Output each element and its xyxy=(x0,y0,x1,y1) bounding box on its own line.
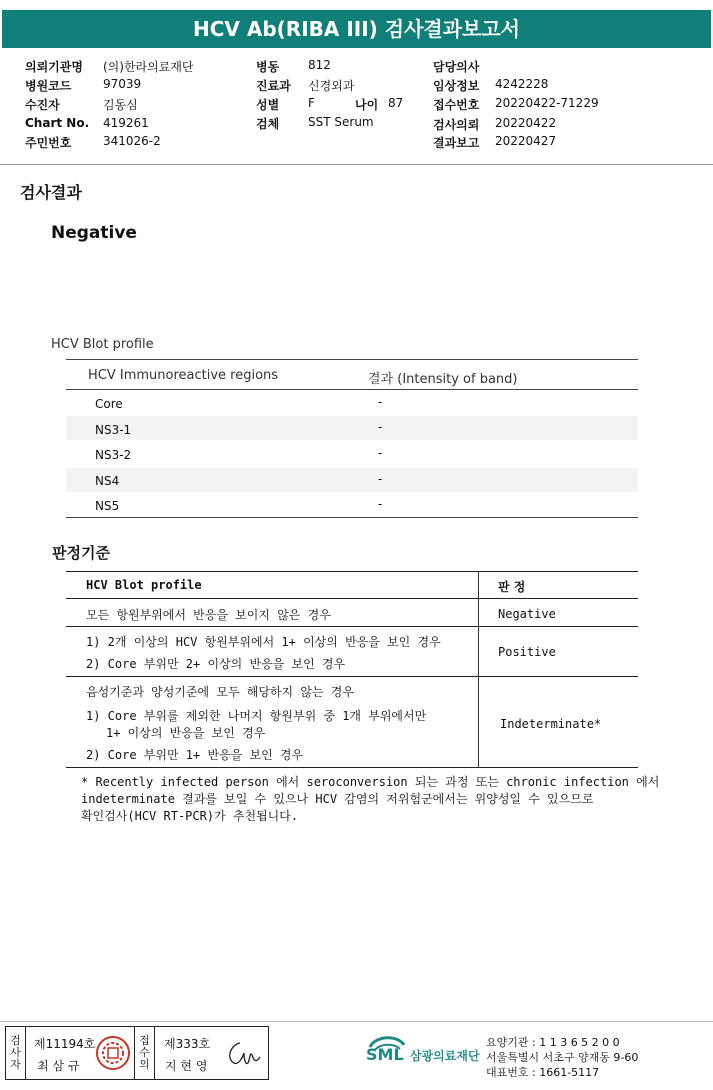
signature-box xyxy=(5,1026,269,1080)
region-ns3-1: NS3-1 xyxy=(95,423,132,437)
clinical-info-label: 임상정보 xyxy=(433,79,480,93)
note-line-3: 확인검사(HCV RT-PCR)가 추천됩니다. xyxy=(81,809,299,823)
region-core: Core xyxy=(95,397,123,411)
chart-no-label: Chart No. xyxy=(25,116,90,130)
criteria-positive-line1: 1) 2개 이상의 HCV 항원부위에서 1+ 이상의 반응을 보인 경우 xyxy=(86,635,441,649)
clinical-info-value: 4242228 xyxy=(495,77,549,91)
result-ns3-2: - xyxy=(378,446,383,460)
result-ns3-1: - xyxy=(378,420,383,434)
signature-icon xyxy=(224,1039,262,1069)
specimen-label: 검체 xyxy=(256,117,280,131)
specimen-value: SST Serum xyxy=(308,115,374,129)
profile-col-result: 결과 (Intensity of band) xyxy=(368,372,518,387)
sex-value: F xyxy=(308,96,315,110)
examiner-label: 검사자 xyxy=(6,1027,26,1079)
criteria-col-judgement: 판 정 xyxy=(498,580,526,594)
department-value: 신경외과 xyxy=(308,79,355,93)
profile-table-top-rule xyxy=(66,359,638,360)
report-date-label: 결과보고 xyxy=(433,136,480,150)
reviewer-number: 제333호 xyxy=(164,1037,211,1051)
result-ns5: - xyxy=(378,497,383,511)
criteria-indeterminate-line3: 1+ 이상의 반응을 보인 경우 xyxy=(106,726,266,740)
footer-address: 서울특별시 서초구 양재동 9-60 xyxy=(486,1051,639,1064)
criteria-indeterminate-line4: 2) Core 부위만 1+ 반응을 보인 경우 xyxy=(86,748,304,762)
row-stripe xyxy=(66,468,638,492)
hospital-code-label: 병원코드 xyxy=(25,79,72,93)
criteria-rule-header xyxy=(66,598,638,599)
note-line-1: * Recently infected person 에서 seroconversion 되는 과정 또는 chronic infection 에서 xyxy=(81,775,660,789)
patient-label: 수진자 xyxy=(25,98,60,112)
criteria-positive-judgement: Positive xyxy=(498,645,556,659)
examiner-seal-icon xyxy=(95,1035,131,1071)
criteria-indeterminate-judgement: Indeterminate* xyxy=(500,717,602,731)
criteria-indeterminate-line1: 음성기준과 양성기준에 모두 해당하지 않는 경우 xyxy=(86,685,354,699)
hospital-name-label: 의뢰기관명 xyxy=(25,60,83,74)
ward-value: 812 xyxy=(308,58,331,72)
region-ns5: NS5 xyxy=(95,499,120,513)
reviewer-name: 지 현 영 xyxy=(165,1059,208,1073)
footer-divider xyxy=(0,1021,713,1022)
criteria-column-divider xyxy=(478,572,479,767)
footer-phone: 대표번호 : 1661-5117 xyxy=(486,1066,600,1079)
resident-no-label: 주민번호 xyxy=(25,136,72,150)
criteria-negative-judgement: Negative xyxy=(498,607,556,621)
region-ns4: NS4 xyxy=(95,474,120,488)
footer-institution-code: 요양기관 : 1 1 3 6 5 2 0 0 xyxy=(486,1036,620,1049)
overall-result: Negative xyxy=(51,223,137,243)
results-section-title: 검사결과 xyxy=(20,183,82,202)
report-title: HCV Ab(RIBA III) 검사결과보고서 xyxy=(2,10,711,48)
criteria-rule-row2 xyxy=(66,676,638,677)
blot-profile-title: HCV Blot profile xyxy=(51,337,154,352)
reviewer-label: 접수의 xyxy=(135,1027,155,1079)
patient-value: 김동심 xyxy=(103,98,138,112)
examiner-name: 최 삼 규 xyxy=(37,1059,80,1073)
criteria-section-title: 판정기준 xyxy=(52,544,110,562)
doctor-label: 담당의사 xyxy=(433,60,480,74)
request-date-label: 검사의뢰 xyxy=(433,118,480,132)
age-value: 87 xyxy=(388,96,404,110)
criteria-note xyxy=(81,774,659,825)
criteria-rule-top xyxy=(66,571,638,572)
request-date-value: 20220422 xyxy=(495,116,557,130)
criteria-col-profile: HCV Blot profile xyxy=(86,578,202,592)
sex-label: 성별 xyxy=(256,98,280,112)
hospital-name-value: (의)한라의료재단 xyxy=(103,60,194,74)
accession-no-value: 20220422-71229 xyxy=(495,96,599,110)
ward-label: 병동 xyxy=(256,60,280,74)
accession-no-label: 접수번호 xyxy=(433,98,480,112)
hospital-code-value: 97039 xyxy=(103,77,142,91)
result-ns4: - xyxy=(378,472,383,486)
result-core: - xyxy=(378,395,383,409)
row-stripe xyxy=(66,416,638,440)
header-divider xyxy=(0,164,713,165)
examiner-number: 제11194호 xyxy=(34,1037,96,1051)
criteria-positive-line2: 2) Core 부위만 2+ 이상의 반응을 보인 경우 xyxy=(86,657,346,671)
department-label: 진료과 xyxy=(256,79,291,93)
criteria-indeterminate-line2: 1) Core 부위를 제외한 나머지 항원부위 중 1개 부위에서만 xyxy=(86,709,427,723)
region-ns3-2: NS3-2 xyxy=(95,448,132,462)
profile-table-header-rule xyxy=(66,389,638,390)
criteria-rule-row1 xyxy=(66,626,638,627)
resident-no-value: 341026-2 xyxy=(103,134,161,148)
note-line-2: indeterminate 결과를 보일 수 있으나 HCV 감염의 저위험군에서는 위양성일 수 있으므로 xyxy=(81,792,594,806)
profile-table-bottom-rule xyxy=(66,517,638,518)
criteria-negative-text: 모든 항원부위에서 반응을 보이지 않은 경우 xyxy=(86,608,331,622)
criteria-rule-bottom xyxy=(66,767,638,768)
age-label: 나이 xyxy=(355,98,379,112)
logo-sml-text: SML xyxy=(366,1045,404,1064)
report-date-value: 20220427 xyxy=(495,134,557,148)
chart-no-value: 419261 xyxy=(103,116,149,130)
profile-col-region: HCV Immunoreactive regions xyxy=(88,368,279,383)
logo-org-name: 삼광의료재단 xyxy=(410,1049,480,1063)
